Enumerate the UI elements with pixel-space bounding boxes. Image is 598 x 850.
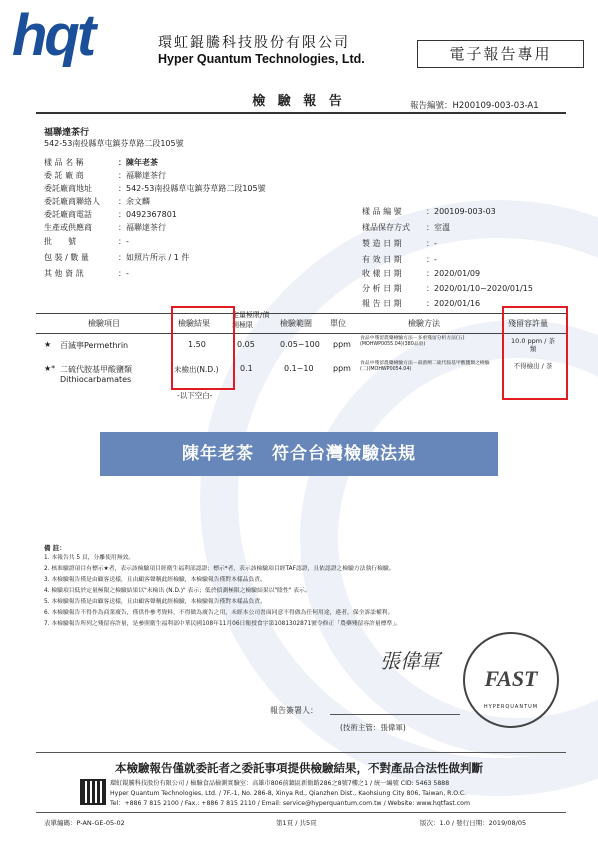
col-header-limits: 定量極限/偵測極限 — [232, 311, 270, 329]
col-header-range: 檢驗範圍 — [280, 319, 312, 328]
residue-column-highlight — [502, 306, 568, 400]
field-report-date: 報 告 日 期 ：2020/01/16 — [362, 299, 481, 308]
page-number: 第1頁 / 共5頁 — [276, 819, 317, 827]
col-header-item: 檢驗項目 — [88, 319, 120, 328]
seal-mark: FAST — [484, 666, 538, 691]
field-supplier: 生產或供應商 ：福聯達茶行 — [44, 223, 166, 232]
field-expiry-date: 有 效 日 期 ：- — [362, 255, 437, 264]
field-batch: 批 號 ：- — [44, 237, 129, 246]
row1-item: 百滅寧Permethrin — [60, 341, 129, 350]
field-package: 包 裝 / 數 量 ：如照片所示 / 1 件 — [44, 253, 190, 262]
field-mfg-date: 製 造 日 期 ：- — [362, 239, 437, 248]
signer-label: 報告簽署人： — [270, 706, 318, 715]
row2-range: 0.1~10 — [284, 364, 314, 373]
note-2: 2. 核准驗證項目有標示★者，表示該檢驗項目經衛生福利部認證；標示*者，表示該檢驗項目經TAF認證，且依認證之檢驗方法執行檢驗。 — [44, 566, 395, 572]
notes-heading: 備 註： — [44, 544, 66, 552]
company-logo: hqt — [12, 3, 94, 68]
company-name-cn: 環虹錕騰科技股份有限公司 — [158, 35, 350, 51]
note-1: 1. 本報告共 5 頁，分離使用無效。 — [44, 555, 135, 561]
footer-line-3: Tel：+886 7 815 2100 / Fax.: +886 7 815 2110 / Email: service@hyperquantum.com.tw / Website: www.hqtfast.com — [110, 800, 470, 807]
form-number: 表單編碼：P-AN-GE-05-02 — [44, 819, 125, 827]
field-sample-name: 樣 品 名 稱 ：陳年老茶 — [44, 158, 158, 167]
footer-divider — [36, 752, 566, 753]
signature-line — [330, 714, 460, 715]
fast-seal — [463, 632, 559, 728]
version-info: 版次：1.0 / 發行日期：2019/08/05 — [420, 819, 527, 827]
col-header-unit: 單位 — [330, 319, 346, 328]
note-7: 7. 本檢驗報告所列之殘留容許量，是參照衛生福利部中華民國108年11月06日衛授食字第1081302871號令修正「農藥殘留容許量標準」。 — [44, 621, 402, 627]
report-number: 報告編號：H200109-003-03-A1 — [410, 101, 539, 111]
table-header-rule — [36, 333, 566, 334]
field-contact: 委託廠商聯絡人 ：余文麟 — [44, 197, 150, 206]
field-storage: 樣品保存方式 ：室溫 — [362, 223, 450, 232]
row2-item: 二硫代胺基甲酸鹽類 — [60, 365, 132, 374]
note-3: 3. 本檢驗報告僅是由顧客送樣，且由顧客聲稱此經檢驗，本檢驗報告僅對本樣品負責。 — [44, 577, 266, 583]
footer-line-2: Hyper Quantum Technologies, Ltd. / 7F.-1, No. 286-8, Xinya Rd., Qianzhen Dist., Kaohsiung City 806, Taiwan, R.O.C. — [110, 790, 467, 797]
qr-code-icon — [80, 779, 106, 805]
seal-ring-text: HYPERQUANTUM — [483, 704, 539, 710]
header-divider — [36, 112, 566, 114]
row2-limit: 0.1 — [240, 364, 253, 373]
row1-range: 0.05~100 — [280, 340, 320, 349]
col-header-method: 檢驗方法 — [408, 319, 440, 328]
row2-mark: ★* — [44, 364, 56, 373]
row1-mark: ★ — [44, 340, 52, 349]
row1-result: 1.50 — [188, 340, 206, 349]
field-phone: 委託廠商電話 ：0492367801 — [44, 210, 177, 219]
result-column-highlight — [171, 306, 235, 390]
note-4: 4. 檢驗項目低於定量極限之檢驗結果以"未檢出 (N.D.)" 表示；低於偵測極限之檢驗結果以"陰性" 表示。 — [44, 588, 311, 594]
row2-residue: 不得檢出 / 茶 — [513, 362, 553, 370]
footer-line-1: 環虹錕騰科技股份有限公司 / 檢驗食品檢測實驗室：高雄市806前鎮區新衙路286之8號7樓之1 / 統一編號 CID: 5463 5888 — [110, 780, 450, 787]
row2-method: 食品中殘留農藥檢驗方法－殺菌劑二硫代胺基甲酸鹽類之檢驗(二)(MOHWP0054.04) — [360, 361, 490, 372]
field-receive-date: 收 樣 日 期 ：2020/01/09 — [362, 269, 481, 278]
report-title: 檢 驗 報 告 — [252, 94, 346, 109]
field-sample-no: 樣 品 編 號 ：200109-003-03 — [362, 207, 496, 216]
signer-caption: (技術主管：張偉軍) — [340, 723, 406, 732]
col-header-result: 檢驗結果 — [178, 319, 210, 328]
client-address: 542-53南投縣草屯鎮芬草路二段105號 — [44, 139, 184, 148]
table-end-note: -以下空白- — [177, 391, 213, 400]
field-client-address: 委託廠商地址 ：542-53南投縣草屯鎮芬草路二段105號 — [44, 184, 266, 193]
field-analysis-date: 分 析 日 期 ：2020/01/10~2020/01/15 — [362, 284, 533, 293]
row2-unit: ppm — [333, 364, 351, 373]
field-client: 委 託 廠 商 ：福聯達茶行 — [44, 171, 166, 180]
company-name-en: Hyper Quantum Technologies, Ltd. — [158, 52, 365, 66]
row1-unit: ppm — [333, 340, 351, 349]
row2-item-en: Dithiocarbamates — [60, 375, 132, 384]
col-header-residue: 殘留容許量 — [508, 319, 548, 328]
bottom-divider — [36, 812, 566, 813]
table-top-rule — [36, 313, 566, 314]
electronic-report-stamp: 電子報告專用 — [417, 40, 584, 68]
row1-method: 食品中殘留農藥檢驗方法－多重殘留分析方法(五)(MOHWP0055.04)(380品項) — [360, 336, 465, 347]
disclaimer-banner: 本檢驗報告僅就委託者之委託事項提供檢驗結果，不對產品合法性做判斷 — [115, 761, 483, 775]
row1-residue: 10.0 ppm / 茶類 — [511, 337, 555, 353]
note-5: 5. 本檢驗報告僅是由顧客送樣，且由顧客聲稱此經檢驗，本檢驗報告僅對本樣品負責。 — [44, 599, 266, 605]
compliance-banner: 陳年老茶 符合台灣檢驗法規 — [100, 432, 498, 476]
row1-limit: 0.05 — [237, 340, 255, 349]
client-name: 福聯達茶行 — [44, 128, 90, 138]
field-other-info: 其 他 資 訊 ：- — [44, 269, 129, 278]
row2-result: 未檢出(N.D.) — [174, 365, 219, 374]
handwritten-signature: 張偉軍 — [380, 649, 440, 673]
note-6: 6. 本檢驗報告不得作為商業廣告，僅供作參考資料，不得做為廣告之用，未經本公司書面同意不得做為任何用途，違者，保全訴訟權利。 — [44, 610, 394, 616]
